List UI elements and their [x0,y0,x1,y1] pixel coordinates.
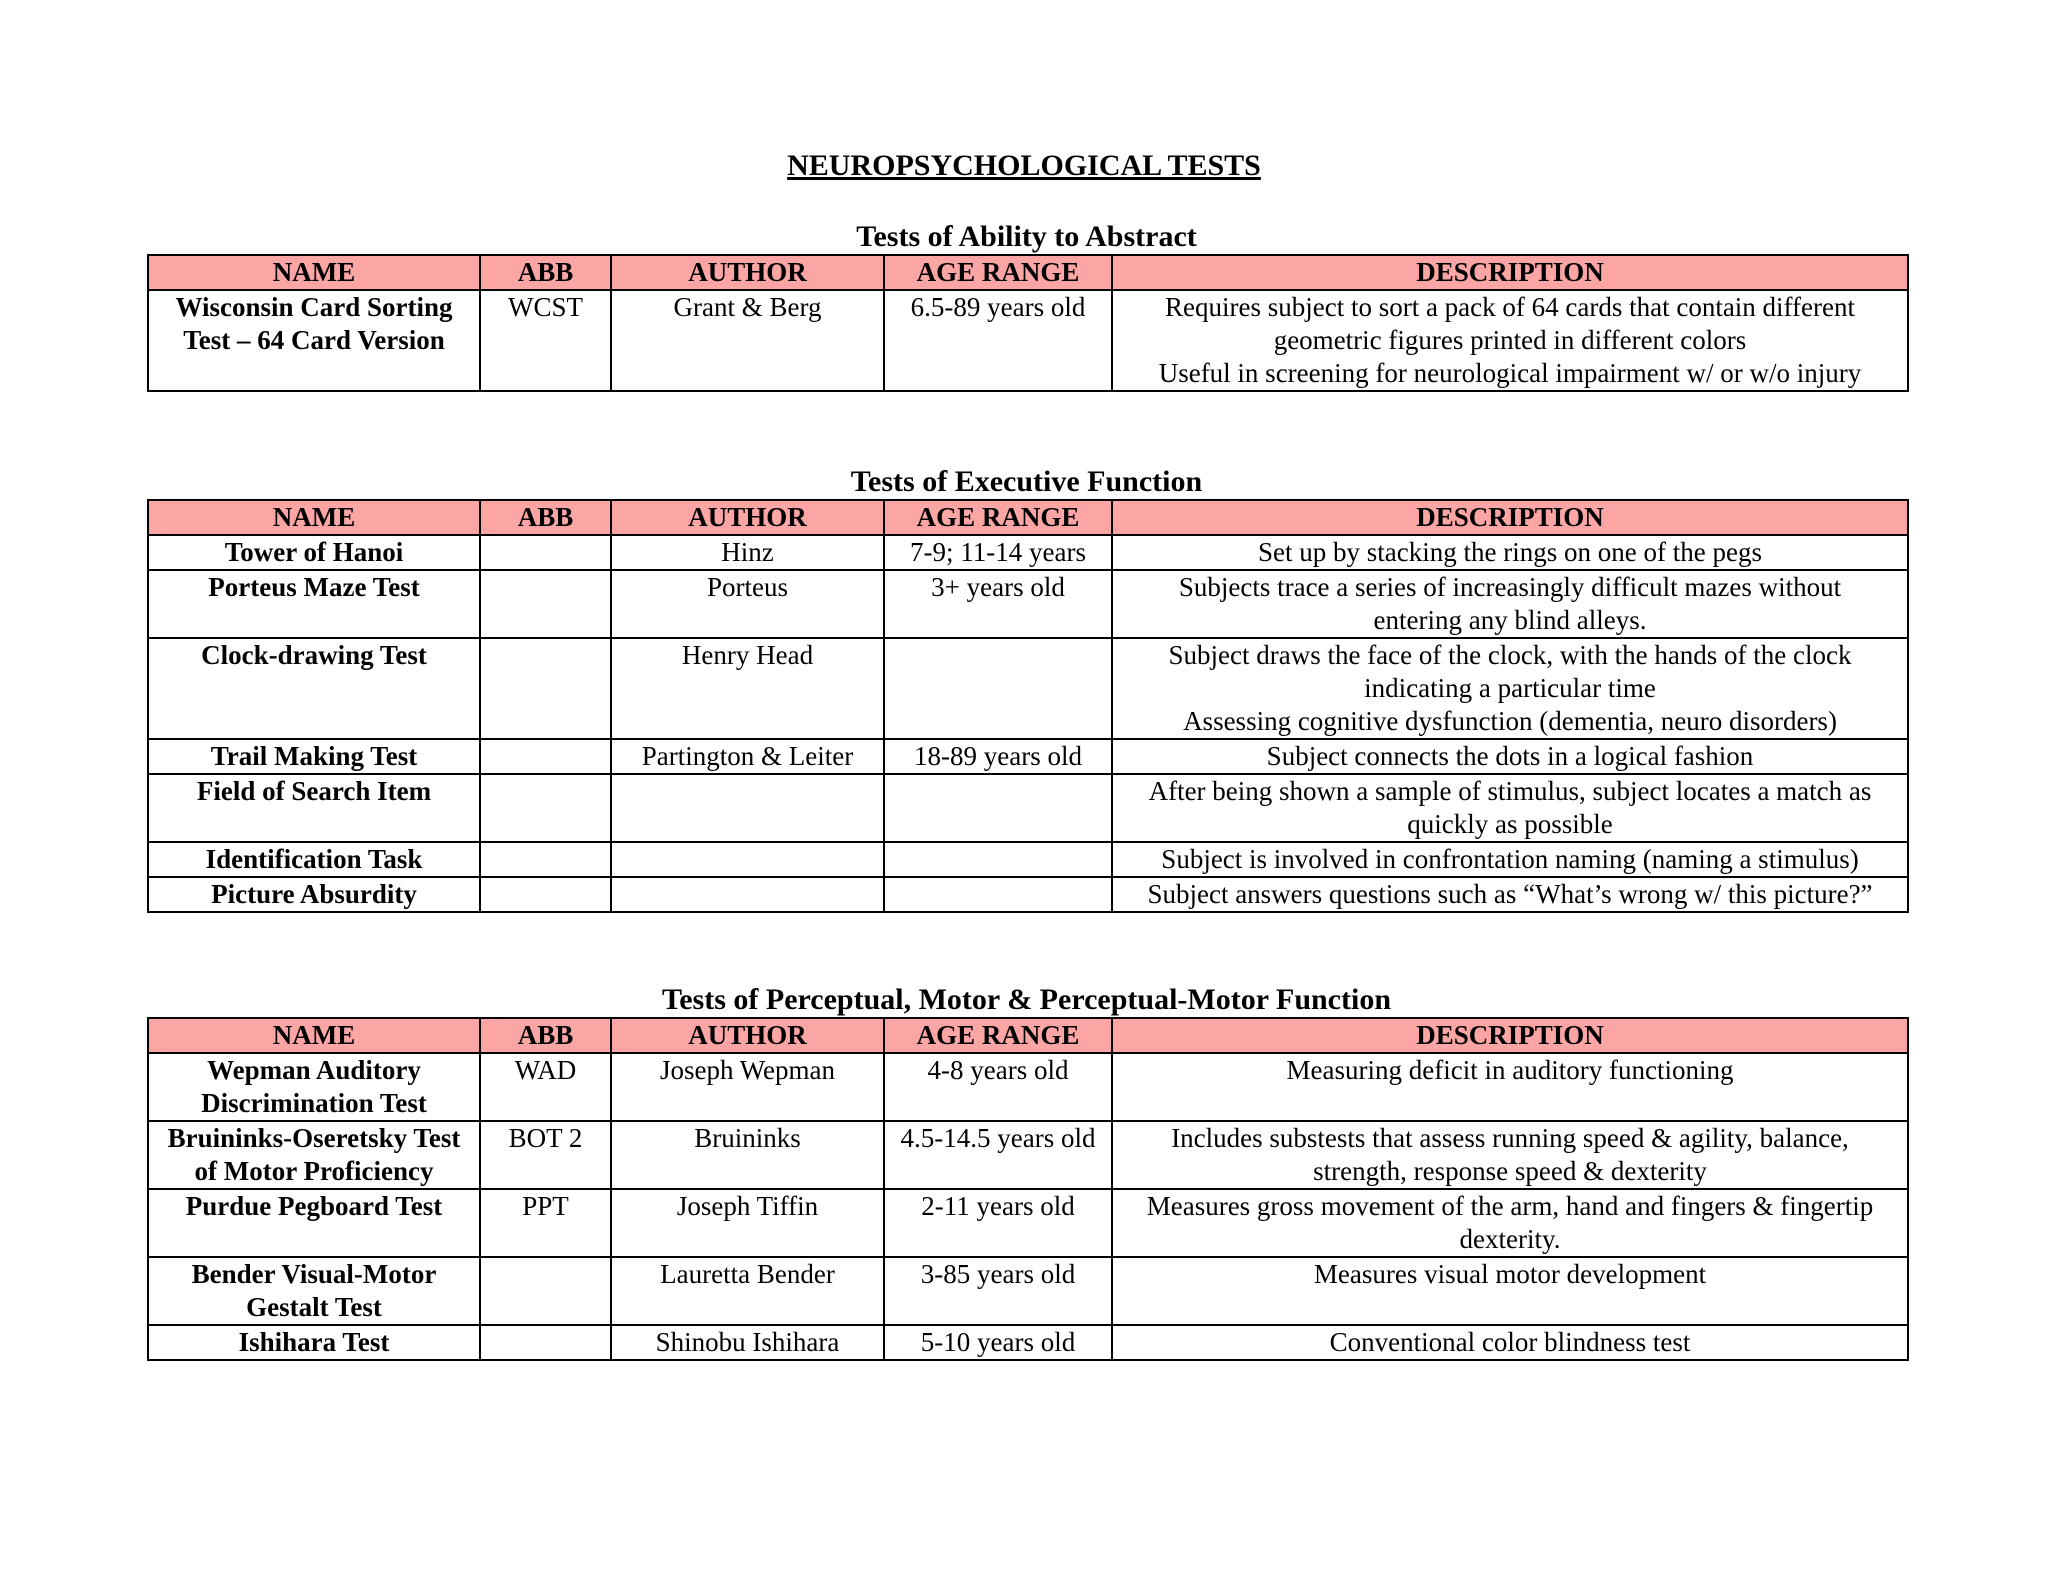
test-name-cell-line: Trail Making Test [210,741,418,771]
abbreviation-cell [480,774,611,842]
description-cell-line: After being shown a sample of stimulus, subject locates a match as [1148,776,1872,806]
section-perceptual-motor [147,983,1906,1361]
table-row [148,1257,1908,1325]
description-cell-line: Subject connects the dots in a logical fashion [1266,741,1754,771]
age-range-cell [884,877,1112,912]
description-cell-line: Subject answers questions such as “What’s wrong w/ this picture?” [1147,879,1873,909]
table-row [148,1189,1908,1257]
test-name-cell-line: Wisconsin Card Sorting [175,292,453,322]
abbreviation-cell [480,535,611,570]
page-title: NEUROPSYCHOLOGICAL TESTS [787,149,1261,182]
description-cell-line: quickly as possible [1407,809,1613,839]
author-cell [611,774,884,842]
test-name-cell [148,842,480,877]
test-name-cell-line: Wepman Auditory [207,1055,421,1085]
header-description: DESCRIPTION [1112,255,1908,290]
table-row [148,842,1908,877]
description-cell-line: dexterity. [1459,1224,1561,1254]
author-cell: Lauretta Bender [611,1257,884,1325]
abbreviation-cell [480,739,611,774]
author-cell [611,877,884,912]
description-cell [1112,290,1908,391]
test-name-cell [148,535,480,570]
description-cell-line: Useful in screening for neurological impairment w/ or w/o injury [1158,358,1862,388]
test-name-cell [148,877,480,912]
description-cell [1112,535,1908,570]
header-author: AUTHOR [611,1018,884,1053]
description-cell [1112,1053,1908,1121]
header-age: AGE RANGE [884,255,1112,290]
description-cell [1112,877,1908,912]
header-author: AUTHOR [611,500,884,535]
author-cell: Porteus [611,570,884,638]
test-name-cell-line: Ishihara Test [238,1327,390,1357]
test-name-cell [148,570,480,638]
age-range-cell: 3-85 years old [884,1257,1112,1325]
test-name-cell-line: Test – 64 Card Version [183,325,445,355]
description-cell-line: Subject is involved in confrontation naming (naming a stimulus) [1161,844,1859,874]
description-cell-line: Measures visual motor development [1313,1259,1707,1289]
description-cell-line: Measures gross movement of the arm, hand and fingers & fingertip [1146,1191,1874,1221]
description-cell-line: strength, response speed & dexterity [1313,1156,1707,1186]
table-row [148,877,1908,912]
author-cell [611,842,884,877]
abbreviation-cell [480,638,611,739]
age-range-cell: 6.5-89 years old [884,290,1112,391]
abbreviation-cell [480,570,611,638]
age-range-cell: 18-89 years old [884,739,1112,774]
test-name-cell [148,774,480,842]
test-name-cell-line: Porteus Maze Test [208,572,420,602]
abbreviation-cell: WCST [480,290,611,391]
table-body [148,535,1908,912]
table-row [148,739,1908,774]
header-row [148,255,1908,290]
age-range-cell [884,842,1112,877]
test-name-cell-line: of Motor Proficiency [194,1156,434,1186]
header-row [148,1018,1908,1053]
description-cell [1112,774,1908,842]
description-cell [1112,1121,1908,1189]
table-row [148,570,1908,638]
table-row [148,1121,1908,1189]
author-cell: Henry Head [611,638,884,739]
test-name-cell [148,1053,480,1121]
header-name: NAME [148,1018,480,1053]
test-name-cell [148,1325,480,1360]
description-cell [1112,1325,1908,1360]
test-name-cell [148,1257,480,1325]
abbreviation-cell: PPT [480,1189,611,1257]
header-description: DESCRIPTION [1112,500,1908,535]
description-cell-line: Includes substests that assess running speed & agility, balance, [1171,1123,1849,1153]
table-body [148,290,1908,391]
description-cell-line: Assessing cognitive dysfunction (dementia, neuro disorders) [1183,706,1837,736]
description-cell-line: indicating a particular time [1364,673,1656,703]
header-age: AGE RANGE [884,1018,1112,1053]
age-range-cell [884,638,1112,739]
header-abb: ABB [480,255,611,290]
table-row [148,290,1908,391]
tests-table [147,254,1909,392]
description-cell [1112,570,1908,638]
test-name-cell-line: Bruininks-Oseretsky Test [167,1123,461,1153]
description-cell-line: Subjects trace a series of increasingly difficult mazes without [1178,572,1842,602]
age-range-cell: 7-9; 11-14 years [884,535,1112,570]
test-name-cell-line: Gestalt Test [246,1292,382,1322]
author-cell: Shinobu Ishihara [611,1325,884,1360]
age-range-cell [884,774,1112,842]
abbreviation-cell: WAD [480,1053,611,1121]
tests-table [147,1017,1909,1361]
abbreviation-cell [480,1257,611,1325]
header-age: AGE RANGE [884,500,1112,535]
section-title: Tests of Perceptual, Motor & Perceptual-Motor Function [661,983,1392,1016]
description-cell-line: Conventional color blindness test [1329,1327,1691,1357]
age-range-cell: 5-10 years old [884,1325,1112,1360]
description-cell [1112,842,1908,877]
header-author: AUTHOR [611,255,884,290]
test-name-cell-line: Field of Search Item [196,776,432,806]
header-name: NAME [148,255,480,290]
description-cell-line: entering any blind alleys. [1373,605,1647,635]
test-name-cell-line: Discrimination Test [201,1088,427,1118]
test-name-cell-line: Picture Absurdity [211,879,417,909]
table-row [148,1325,1908,1360]
test-name-cell-line: Purdue Pegboard Test [185,1191,443,1221]
table-body [148,1053,1908,1360]
age-range-cell: 3+ years old [884,570,1112,638]
test-name-cell [148,1189,480,1257]
table-row [148,1053,1908,1121]
header-description: DESCRIPTION [1112,1018,1908,1053]
description-cell-line: Subject draws the face of the clock, with the hands of the clock [1168,640,1852,670]
table-row [148,638,1908,739]
section-executive [147,465,1906,913]
author-cell: Bruininks [611,1121,884,1189]
abbreviation-cell [480,842,611,877]
author-cell: Joseph Wepman [611,1053,884,1121]
section-title: Tests of Ability to Abstract [856,220,1197,253]
description-cell [1112,638,1908,739]
description-cell-line: Requires subject to sort a pack of 64 cards that contain different [1164,292,1856,322]
test-name-cell-line: Identification Task [205,844,423,874]
description-cell [1112,1257,1908,1325]
test-name-cell-line: Tower of Hanoi [224,537,404,567]
table-row [148,535,1908,570]
header-abb: ABB [480,500,611,535]
description-cell [1112,739,1908,774]
description-cell-line: geometric figures printed in different colors [1273,325,1747,355]
age-range-cell: 4-8 years old [884,1053,1112,1121]
tests-table [147,499,1909,913]
age-range-cell: 2-11 years old [884,1189,1112,1257]
description-cell [1112,1189,1908,1257]
description-cell-line: Set up by stacking the rings on one of the pegs [1258,537,1762,567]
description-cell-line: Measuring deficit in auditory functioning [1286,1055,1734,1085]
header-row [148,500,1908,535]
abbreviation-cell [480,877,611,912]
author-cell: Partington & Leiter [611,739,884,774]
author-cell: Hinz [611,535,884,570]
section-abstract [147,220,1906,392]
author-cell: Joseph Tiffin [611,1189,884,1257]
table-row [148,774,1908,842]
test-name-cell [148,638,480,739]
test-name-cell-line: Bender Visual-Motor [191,1259,437,1289]
test-name-cell [148,739,480,774]
author-cell: Grant & Berg [611,290,884,391]
test-name-cell [148,1121,480,1189]
header-name: NAME [148,500,480,535]
section-title: Tests of Executive Function [850,465,1203,498]
abbreviation-cell: BOT 2 [480,1121,611,1189]
age-range-cell: 4.5-14.5 years old [884,1121,1112,1189]
test-name-cell [148,290,480,391]
header-abb: ABB [480,1018,611,1053]
abbreviation-cell [480,1325,611,1360]
test-name-cell-line: Clock-drawing Test [201,640,427,670]
